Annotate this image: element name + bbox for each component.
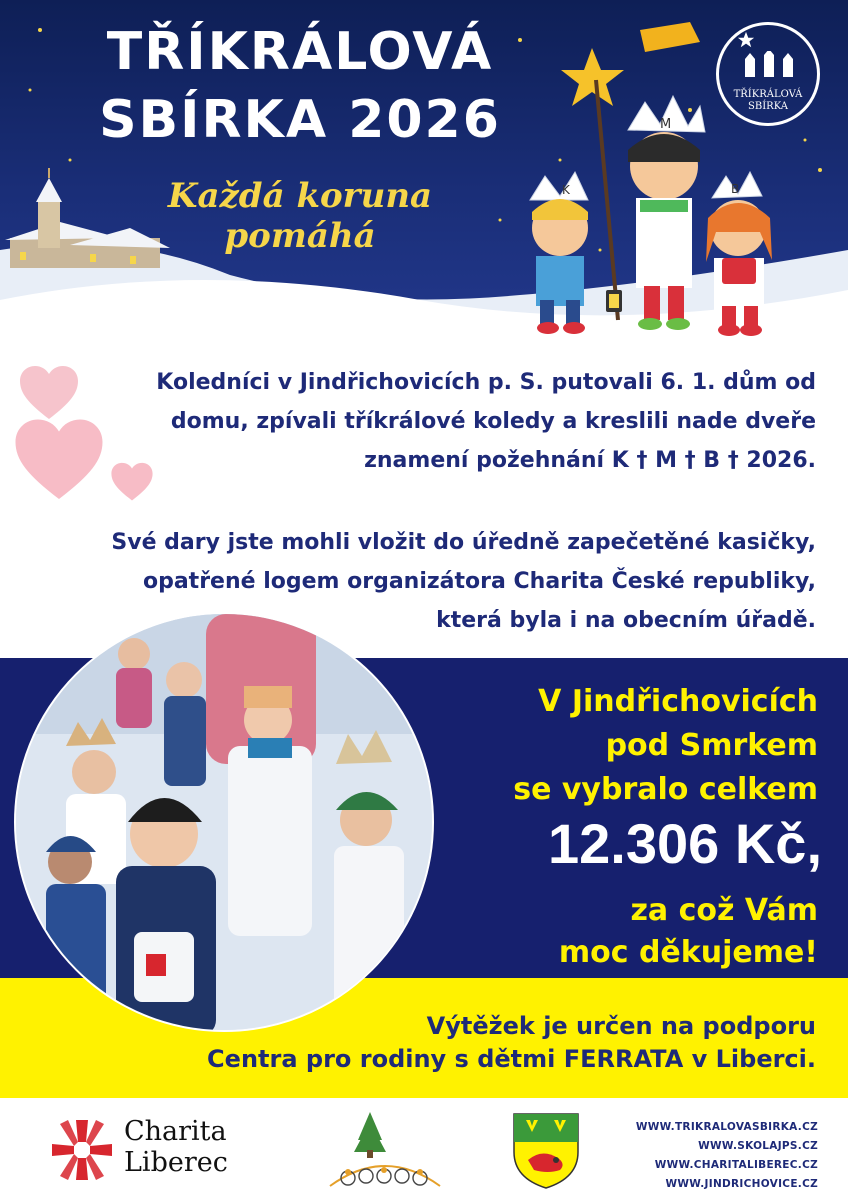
result-line-4: za což Vám (630, 893, 818, 928)
charita-cross-icon (50, 1118, 114, 1182)
logo-text-line-2: SBÍRKA (748, 101, 788, 112)
proceeds-line-1: Výtěžek je určen na podporu (426, 1012, 816, 1040)
intro-line-2: domu, zpívali tříkrálové koledy a kreslili nade dveře (170, 409, 816, 434)
three-crowns-icon (741, 51, 797, 79)
footer (0, 1098, 848, 1200)
donations-line-3: která byla i na obecním úřadě. (436, 608, 816, 633)
donations-paragraph (16, 528, 816, 636)
carolers-photo-illustration (16, 614, 434, 1032)
title-line-1: TŘÍKRÁLOVÁ (106, 22, 494, 82)
charita-line-1: Charita (124, 1116, 227, 1147)
charita-liberec-name (124, 1116, 228, 1178)
intro-paragraph (66, 368, 816, 476)
intro-line-3: znamení požehnání K † M † B † 2026. (364, 448, 816, 473)
svg-text:B: B (731, 182, 740, 196)
result-line-2: pod Smrkem (605, 728, 818, 763)
thanks-text (438, 890, 818, 974)
proceeds-line-2: Centra pro rodiny s dětmi FERRATA v Liberci. (207, 1045, 816, 1073)
intro-line-1: Koledníci v Jindřichovicích p. S. putovali 6. 1. dům od (156, 370, 816, 395)
charita-line-2: Liberec (124, 1147, 228, 1178)
url-jindrichovice[interactable]: WWW.JINDRICHOVICE.CZ (665, 1178, 818, 1190)
logo-text-line-1: TŘÍKRÁLOVÁ (733, 89, 803, 100)
logo-text (719, 89, 817, 113)
url-skolajps[interactable]: WWW.SKOLAJPS.CZ (698, 1140, 818, 1152)
footer-urls (578, 1118, 818, 1194)
result-line-3: se vybralo celkem (513, 772, 818, 807)
result-line-5: moc děkujeme! (558, 935, 818, 970)
url-charitaliberec[interactable]: WWW.CHARITALIBEREC.CZ (654, 1159, 818, 1171)
url-trikralovasbirka[interactable]: WWW.TRIKRALOVASBIRKA.CZ (635, 1121, 818, 1133)
slogan-line-2: pomáhá (224, 216, 376, 256)
carolers-photo (14, 612, 434, 1032)
proceeds-text (36, 1010, 816, 1076)
svg-text:K: K (562, 183, 570, 197)
svg-text:M: M (660, 117, 672, 132)
jindrichovice-coat-of-arms (512, 1112, 580, 1190)
donations-line-2: opatřené logem organizátora Charita České republiky, (142, 569, 816, 594)
title-line-2: SBÍRKA 2026 (99, 90, 501, 150)
slogan-line-1: Každá koruna (167, 176, 433, 216)
donations-line-1: Své dary jste mohli vložit do úředně zapečetěné kasičky, (111, 530, 816, 555)
result-line-1: V Jindřichovicích (538, 684, 818, 719)
collected-amount: 12.306 Kč, (548, 812, 822, 875)
header-banner (0, 0, 848, 352)
logo-star-icon (737, 31, 755, 49)
result-heading (438, 680, 818, 812)
trikralova-sbirka-logo (716, 22, 820, 126)
school-logo (310, 1106, 460, 1196)
